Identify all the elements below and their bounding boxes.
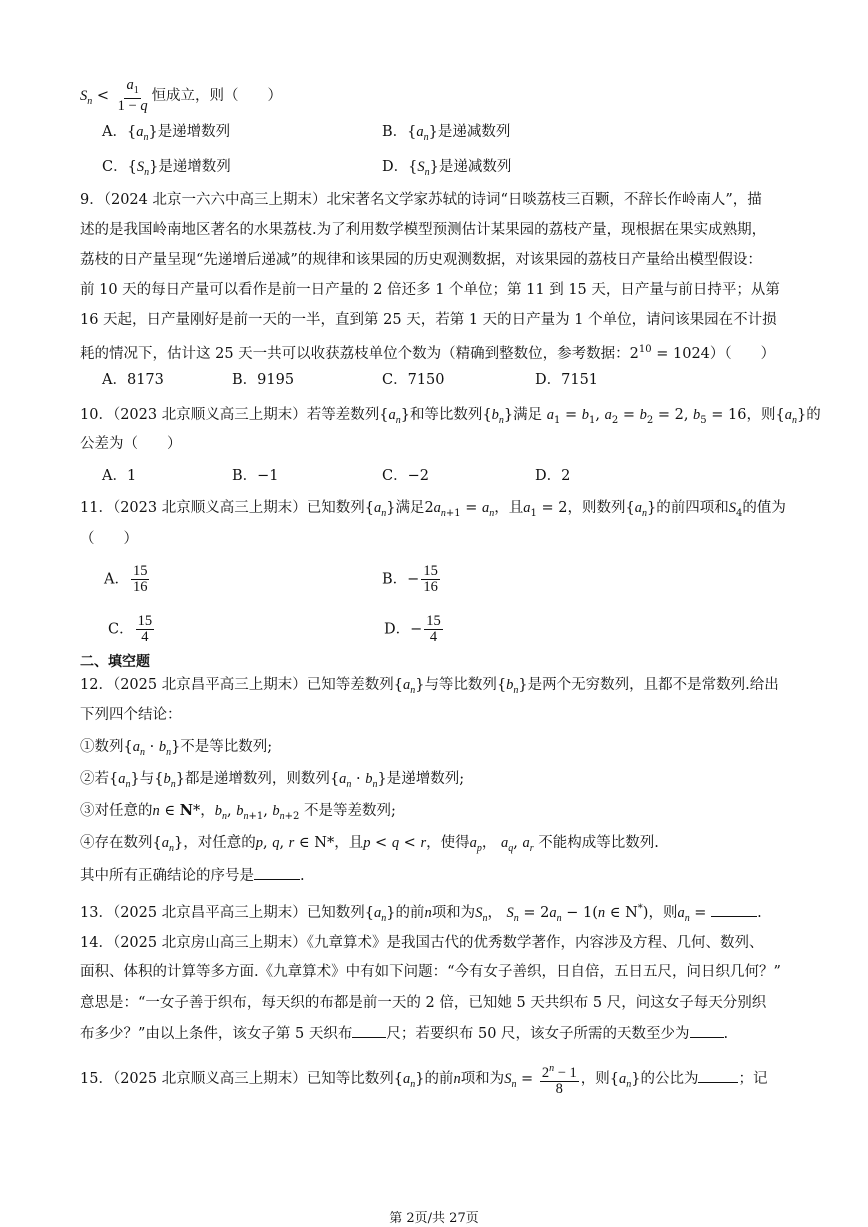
q11-line-2: （ ） [80, 531, 138, 547]
page-footer: 第 2页/共 27页 [389, 1211, 479, 1226]
q8-option-b[interactable]: B．$\{a_n\}$是递减数列 [382, 124, 511, 143]
q8-option-a[interactable]: A．$\{a_n\}$是递增数列 [102, 124, 231, 143]
q9-line-3: 荔枝的日产量呈现“先递增后递减”的规律和该果园的历史观测数据，对该果园的荔枝日产量给出模型假设： [80, 252, 762, 268]
q12-answer-blank[interactable] [254, 865, 300, 880]
q11-option-d[interactable]: D．− $\frac{15}{4}$ [384, 613, 441, 645]
q11-option-a[interactable]: A． $\frac{15}{16}$ [104, 563, 148, 595]
q12-prompt: 其中所有正确结论的序号是 . [80, 865, 808, 886]
section-heading: 二、填空题 [80, 654, 150, 670]
q10-option-b[interactable]: B．−1 [232, 468, 279, 484]
q10-option-c[interactable]: C．−2 [382, 468, 429, 484]
q15-line: 15．（2025 北京顺义高三上期末）已知等比数列$\{a_n\}$的前n项和为$S_n$ = $\frac{2^n - 1}{8}$ ，则$\{a_n\}$的公比为 ；记 [80, 1063, 768, 1097]
q13-answer-blank[interactable] [711, 902, 757, 917]
q12-conclusion-4: ④存在数列$\{a_n\}$，对任意的p, q, r ∈ N*，且p < q < r，使得$a_p$， $a_q$, $a_r$ 不能构成等比数列. [80, 835, 659, 854]
q9-option-c[interactable]: C．7150 [382, 372, 445, 388]
q8-option-c[interactable]: C．$\{S_n\}$是递增数列 [102, 159, 231, 178]
q11-option-b[interactable]: B．− $\frac{15}{16}$ [382, 563, 438, 595]
q13-line: 13．（2025 北京昌平高三上期末）已知数列$\{a_n\}$的前n项和为$S_n$， $S_n = 2a_n - 1(n$ ∈ N*)，则$a_n$ = . [80, 903, 762, 924]
q12-conclusion-2: ②若$\{a_n\}$与$\{b_n\}$都是递增数列，则数列$\{a_n \cdot b_n\}$是递增数列; [80, 771, 465, 790]
q8-option-d[interactable]: D．$\{S_n\}$是递减数列 [382, 159, 512, 178]
q10-line-2: 公差为（ ） [80, 436, 182, 452]
q10-option-d[interactable]: D．2 [535, 468, 571, 484]
q9-option-d[interactable]: D．7151 [535, 372, 599, 388]
q12-conclusion-3: ③对任意的n ∈ N*，$b_n$, $b_{n+1}$, $b_{n+2}$ 不是等差数列; [80, 802, 396, 822]
q9-line-1: 9．（2024 北京一六六中高三上期末）北宋著名文学家苏轼的诗词“日啖荔枝三百颗，不辞长作岭南人”，描 [80, 192, 762, 208]
q12-line-2: 下列四个结论： [80, 707, 182, 723]
q12-conclusion-1: ①数列$\{a_n \cdot b_n\}$不是等比数列; [80, 739, 273, 758]
q9-line-6: 耗的情况下，估计这 25 天一共可以收获荔枝单位个数为（精确到整数位，参考数据：$2^{10} = 1024$）（ ） [80, 344, 776, 362]
q9-line-2: 述的是我国岭南地区著名的水果荔枝.为了利用数学模型预测估计某果园的荔枝产量，现根据在果实成熟期， [80, 222, 767, 238]
q15-answer-blank[interactable] [698, 1068, 738, 1083]
q14-line-2: 面积、体积的计算等多方面.《九章算术》中有如下问题：“今有女子善织，日自倍，五日五尺，问日织几何？” [80, 964, 781, 980]
q14-line-1: 14．（2025 北京房山高三上期末）《九章算术》是我国古代的优秀数学著作，内容涉及方程、几何、数列、 [80, 935, 764, 951]
q11-line-1: 11．（2023 北京顺义高三上期末）已知数列$\{a_n\}$满足$2a_{n+1} = a_n$，且$a_1 = 2$，则数列$\{a_n\}$的前四项和$S_4$的值为 [80, 500, 786, 519]
q9-line-5: 16 天起，日产量刚好是前一天的一半，直到第 25 天，若第 1 天的日产量为 1 个单位，请问该果园在不计损 [80, 312, 777, 328]
q11-option-c[interactable]: C． $\frac{15}{4}$ [108, 613, 153, 645]
q14-answer-blank-2[interactable] [690, 1023, 724, 1038]
q14-line-3: 意思是：“一女子善于织布，每天织的布都是前一天的 2 倍，已知她 5 天共织布 5 尺，问这女子每天分别织 [80, 995, 767, 1011]
q12-line-1: 12．（2025 北京昌平高三上期末）已知等差数列$\{a_n\}$与等比数列$\{b_n\}$是两个无穷数列，且都不是常数列.给出 [80, 677, 779, 696]
q8-condition: $S_n$ < $\frac{a_1}{1 - q}$ 恒成立，则（ ） [80, 77, 283, 114]
q9-option-a[interactable]: A．8173 [102, 372, 164, 388]
q14-answer-blank-1[interactable] [352, 1023, 386, 1038]
q9-line-4: 前 10 天的每日产量可以看作是前一日产量的 2 倍还多 1 个单位；第 11 到 15 天，日产量与前日持平；从第 [80, 282, 780, 298]
q10-line-1: 10．（2023 北京顺义高三上期末）若等差数列$\{a_n\}$和等比数列$\{b_n\}$满足 $a_1 = b_1$, $a_2 = b_2 = 2$, $b_5 = 16$，则$\{a_n\}$的 [80, 407, 821, 426]
q14-line-4: 布多少？”由以上条件，该女子第 5 天织布 尺；若要织布 50 尺，该女子所需的天数至少为 . [80, 1023, 808, 1044]
q9-option-b[interactable]: B．9195 [232, 372, 295, 388]
q10-option-a[interactable]: A．1 [102, 468, 137, 484]
